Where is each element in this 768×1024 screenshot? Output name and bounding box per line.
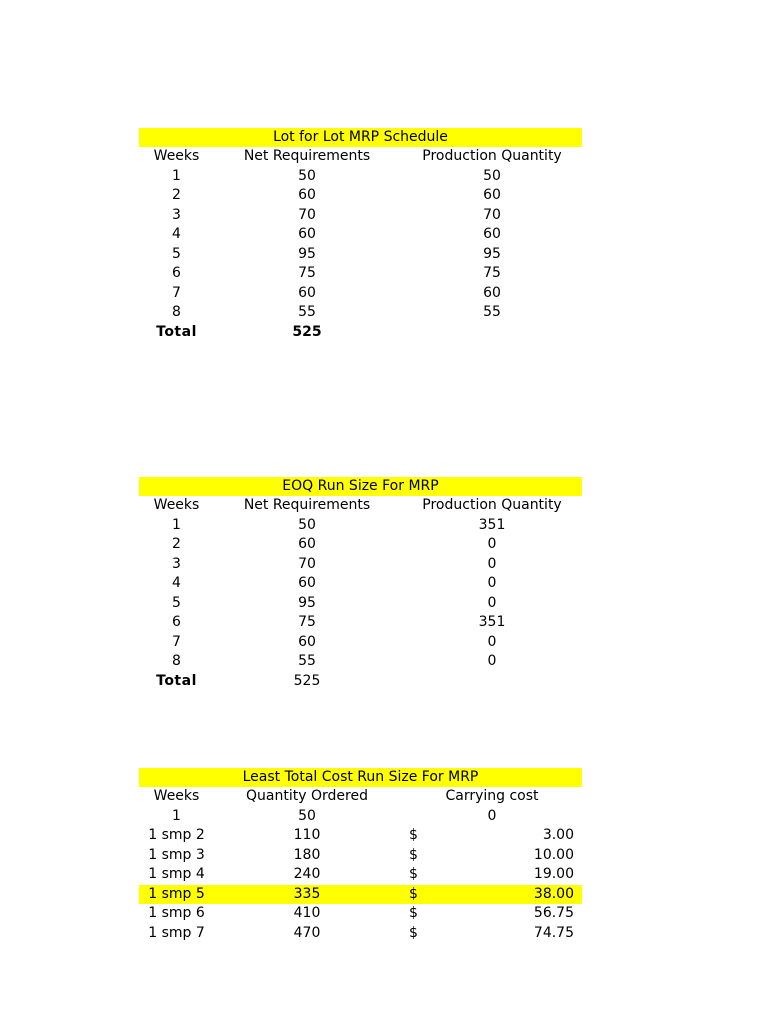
weeks-cell: 5 — [172, 245, 181, 262]
prod-qty-cell: 0 — [487, 575, 497, 591]
table-row — [139, 264, 582, 284]
prod-qty-cell: 0 — [487, 633, 497, 650]
table-row — [139, 225, 582, 245]
table-row — [139, 594, 582, 614]
prod-qty-cell: 0 — [487, 594, 497, 611]
col-header-quantity-ordered: Quantity Ordered — [246, 788, 368, 804]
total-value: 525 — [292, 323, 322, 340]
net-req-cell: 55 — [298, 653, 316, 669]
net-req-cell: 75 — [298, 265, 316, 281]
currency-symbol: $ — [409, 827, 418, 843]
prod-qty-cell: 351 — [478, 614, 506, 630]
col-header-production-quantity: Production Quantity — [422, 497, 562, 513]
prod-qty-cell: 351 — [478, 516, 506, 533]
net-req-cell: 50 — [298, 167, 316, 184]
prod-qty-cell: 60 — [483, 284, 501, 301]
table-row — [139, 924, 582, 944]
carrying-cost-cell: 10.00 — [533, 846, 574, 863]
carrying-cost-cell: 38.00 — [533, 885, 574, 902]
table-title: Least Total Cost Run Size For MRP — [139, 768, 582, 787]
net-req-cell: 60 — [298, 536, 316, 552]
carrying-cost-cell: 0 — [487, 807, 497, 824]
weeks-cell: 1 smp 7 — [148, 924, 205, 941]
total-label: Total — [156, 672, 197, 689]
carrying-cost-cell: 19.00 — [533, 866, 574, 882]
table-row — [139, 555, 582, 575]
col-header-net-requirements: Net Requirements — [243, 148, 371, 164]
table-row — [139, 516, 582, 536]
table-row — [139, 535, 582, 555]
prod-qty-cell: 0 — [487, 653, 497, 669]
weeks-cell: 8 — [172, 653, 181, 669]
table-row — [139, 865, 582, 885]
table-row — [139, 633, 582, 653]
weeks-cell: 1 — [172, 516, 181, 533]
weeks-cell: 1 smp 5 — [148, 885, 205, 902]
header-row — [139, 496, 582, 516]
prod-qty-cell: 50 — [483, 167, 501, 184]
eoq-table — [139, 477, 582, 691]
weeks-cell: 3 — [172, 206, 181, 223]
table-row — [139, 284, 582, 304]
header-row — [139, 147, 582, 167]
weeks-cell: 1 — [172, 807, 181, 824]
prod-qty-cell: 55 — [483, 304, 501, 320]
net-req-cell: 60 — [298, 284, 316, 301]
qty-ordered-cell: 110 — [293, 827, 321, 843]
prod-qty-cell: 60 — [483, 187, 501, 203]
weeks-cell: 3 — [172, 555, 181, 572]
table-title: EOQ Run Size For MRP — [139, 477, 582, 496]
table-row — [139, 574, 582, 594]
weeks-cell: 1 smp 3 — [148, 846, 205, 863]
net-req-cell: 60 — [298, 187, 316, 203]
col-header-net-requirements: Net Requirements — [243, 497, 371, 513]
weeks-cell: 4 — [172, 226, 181, 242]
net-req-cell: 95 — [298, 245, 316, 262]
net-req-cell: 60 — [298, 226, 316, 242]
qty-ordered-cell: 50 — [298, 807, 316, 824]
table-row — [139, 807, 582, 827]
weeks-cell: 4 — [172, 575, 181, 591]
weeks-cell: 2 — [172, 536, 181, 552]
currency-symbol: $ — [409, 885, 418, 902]
col-header-weeks: Weeks — [153, 788, 200, 804]
weeks-cell: 1 smp 4 — [148, 866, 205, 882]
header-row — [139, 787, 582, 807]
prod-qty-cell: 95 — [483, 245, 501, 262]
weeks-cell: 7 — [172, 284, 181, 301]
net-req-cell: 60 — [298, 633, 316, 650]
lot-for-lot-table — [139, 128, 582, 342]
table-title: Lot for Lot MRP Schedule — [139, 128, 582, 147]
table-row — [139, 206, 582, 226]
currency-symbol: $ — [409, 905, 418, 921]
carrying-cost-cell: 74.75 — [533, 924, 574, 941]
table-row — [139, 846, 582, 866]
prod-qty-cell: 60 — [483, 226, 501, 242]
table-row — [139, 186, 582, 206]
total-row — [139, 672, 582, 692]
currency-symbol: $ — [409, 924, 418, 941]
prod-qty-cell: 70 — [483, 206, 501, 223]
qty-ordered-cell: 470 — [293, 924, 321, 941]
weeks-cell: 5 — [172, 594, 181, 611]
weeks-cell: 6 — [172, 265, 181, 281]
weeks-cell: 1 smp 6 — [148, 905, 205, 921]
table-row — [139, 826, 582, 846]
weeks-cell: 1 — [172, 167, 181, 184]
weeks-cell: 1 smp 2 — [148, 827, 205, 843]
prod-qty-cell: 0 — [487, 555, 497, 572]
net-req-cell: 55 — [298, 304, 316, 320]
currency-symbol: $ — [409, 846, 418, 863]
net-req-cell: 60 — [298, 575, 316, 591]
highlighted-table-row — [139, 885, 582, 905]
currency-symbol: $ — [409, 866, 418, 882]
qty-ordered-cell: 180 — [293, 846, 321, 863]
net-req-cell: 75 — [298, 614, 316, 630]
table-row — [139, 303, 582, 323]
carrying-cost-cell: 3.00 — [542, 827, 574, 843]
table-row — [139, 613, 582, 633]
weeks-cell: 7 — [172, 633, 181, 650]
net-req-cell: 70 — [298, 555, 316, 572]
col-header-weeks: Weeks — [153, 148, 200, 164]
least-total-cost-table — [139, 768, 582, 943]
col-header-production-quantity: Production Quantity — [422, 148, 562, 164]
total-label: Total — [156, 323, 197, 340]
table-row — [139, 167, 582, 187]
net-req-cell: 70 — [298, 206, 316, 223]
col-header-carrying-cost: Carrying cost — [445, 788, 539, 804]
qty-ordered-cell: 240 — [293, 866, 321, 882]
total-row — [139, 323, 582, 343]
total-value: 525 — [293, 672, 321, 689]
carrying-cost-cell: 56.75 — [533, 905, 574, 921]
net-req-cell: 50 — [298, 516, 316, 533]
weeks-cell: 2 — [172, 187, 181, 203]
table-row — [139, 652, 582, 672]
qty-ordered-cell: 410 — [293, 905, 321, 921]
col-header-weeks: Weeks — [153, 497, 200, 513]
table-row — [139, 245, 582, 265]
weeks-cell: 8 — [172, 304, 181, 320]
prod-qty-cell: 0 — [487, 536, 497, 552]
prod-qty-cell: 75 — [483, 265, 501, 281]
table-row — [139, 904, 582, 924]
weeks-cell: 6 — [172, 614, 181, 630]
qty-ordered-cell: 335 — [293, 885, 321, 902]
net-req-cell: 95 — [298, 594, 316, 611]
